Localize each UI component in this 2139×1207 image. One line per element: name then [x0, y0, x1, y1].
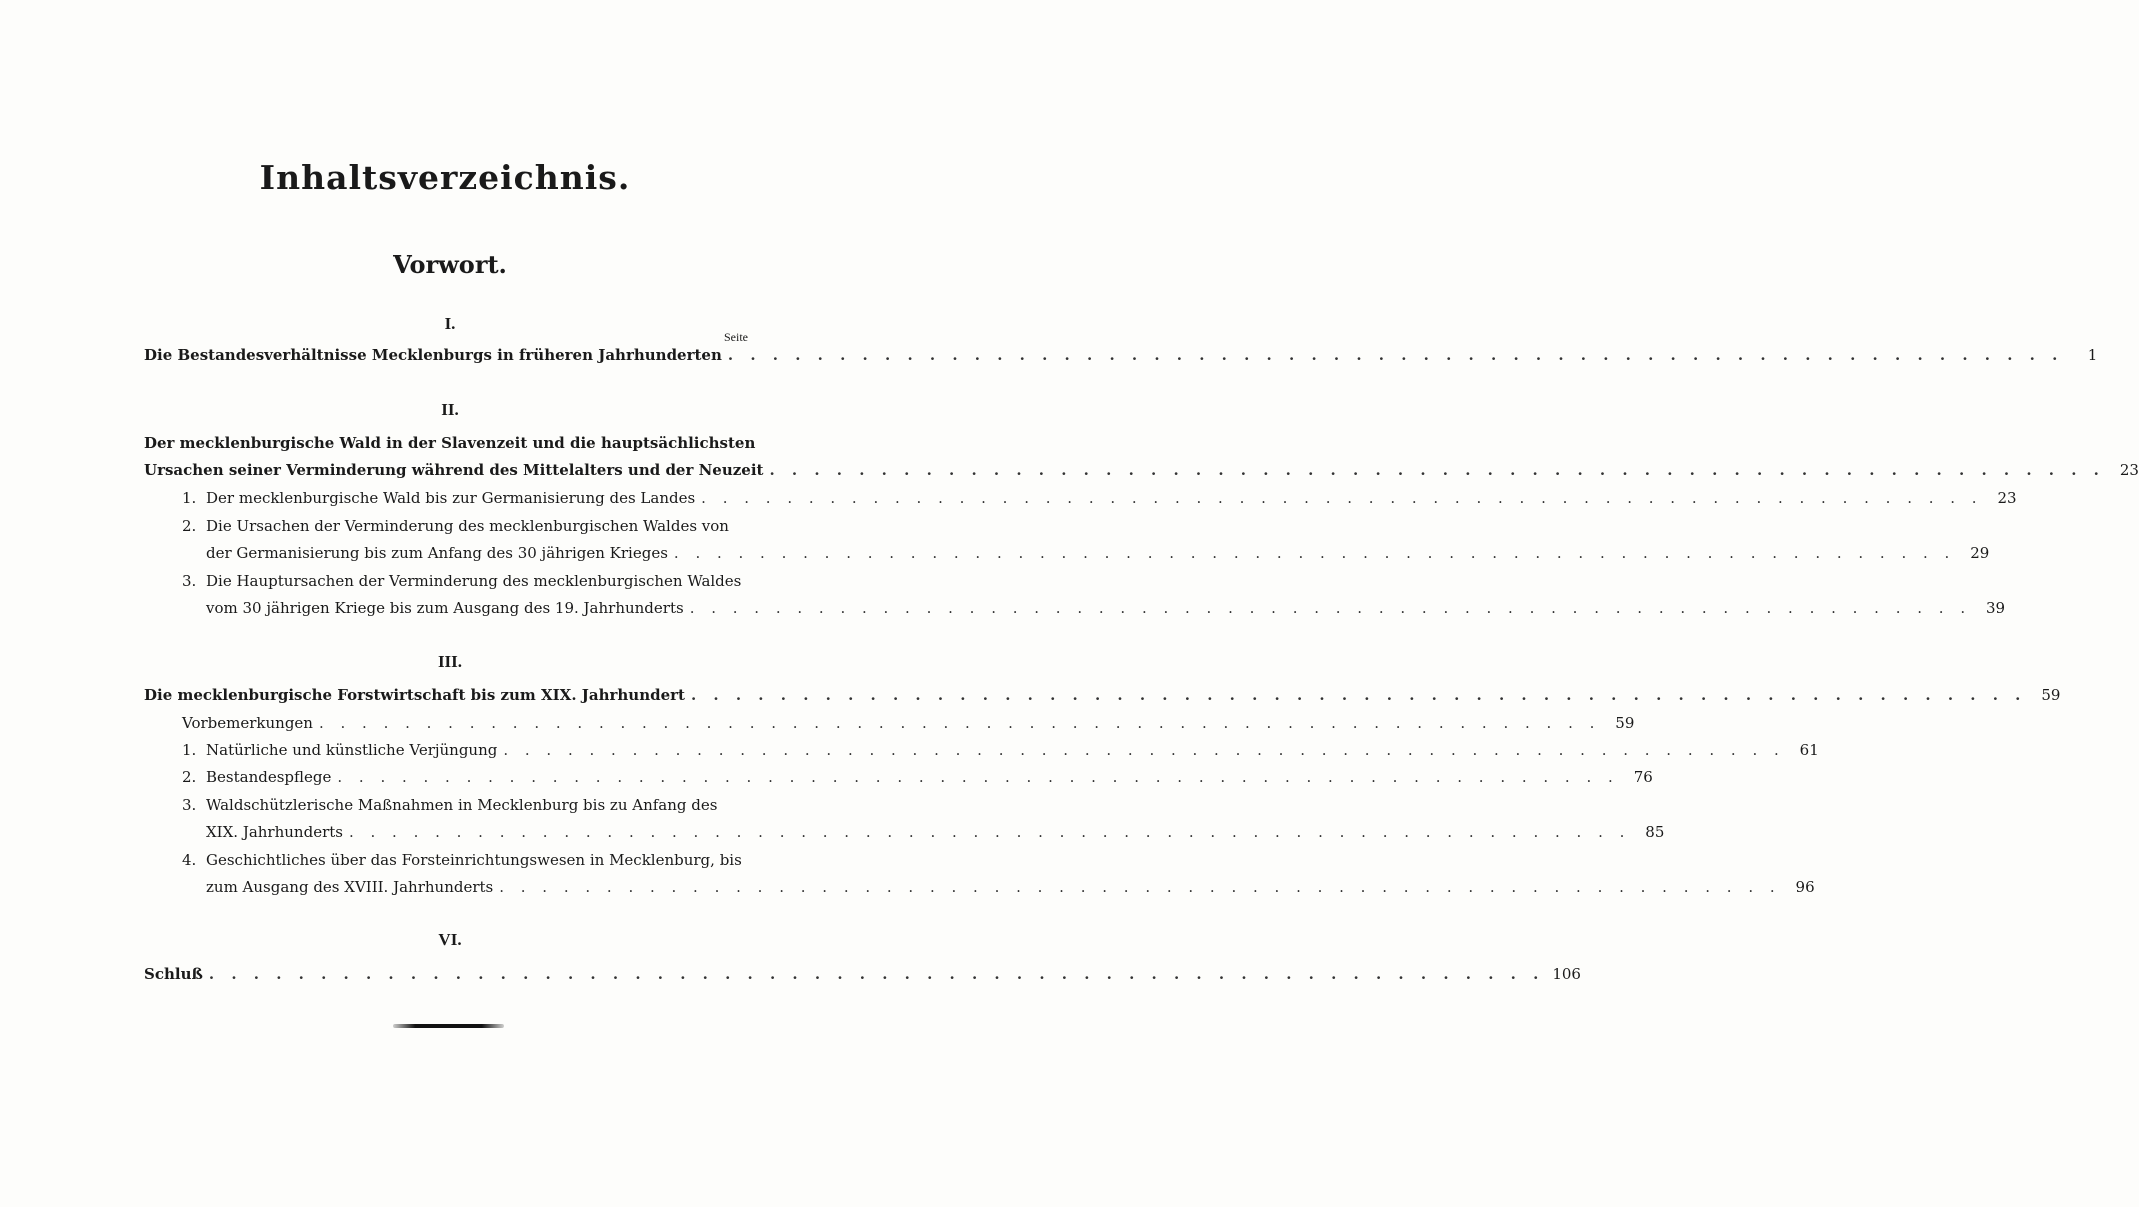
- toc-entry-2-2-line1: [182, 517, 748, 541]
- entry-number: 3.: [182, 572, 197, 590]
- toc-entry-2-1: [182, 489, 2017, 513]
- toc-entry-3-3-line2: [206, 823, 1665, 847]
- leader-dots: [684, 599, 1971, 617]
- entry-text: vom 30 jährigen Kriege bis zum Ausgang des 19. Jahrhunderts: [206, 599, 684, 617]
- entry-number: 4.: [182, 851, 197, 869]
- section-numeral-3: III.: [437, 652, 463, 671]
- entry-text: Vorbemerkungen: [182, 714, 313, 732]
- entry-page: 96: [1795, 878, 1815, 896]
- leader-dots: [695, 489, 1982, 507]
- leader-dots: [313, 714, 1600, 732]
- entry-text: Ursachen seiner Verminderung während des Mittelalters und der Neuzeit: [144, 461, 764, 479]
- entry-page: 59: [1615, 714, 1635, 732]
- entry-page: 23: [2119, 461, 2139, 479]
- entry-text: Die Hauptursachen der Verminderung des mecklenburgischen Waldes: [206, 572, 742, 590]
- toc-entry-section-3: [144, 686, 2061, 710]
- toc-entry-3-4-line2: [206, 878, 1815, 902]
- section-numeral-1: I.: [444, 314, 456, 333]
- entry-text: XIX. Jahrhunderts: [206, 823, 343, 841]
- toc-entry-section-1: [144, 346, 2098, 370]
- toc-entry-2-3-line1: [182, 572, 748, 596]
- entry-number: 2.: [182, 768, 197, 786]
- entry-text: Schluß: [144, 965, 203, 983]
- entry-page: 59: [2041, 686, 2061, 704]
- entry-page: 29: [1970, 544, 1990, 562]
- entry-text: Waldschützlerische Maßnahmen in Mecklenburg bis zu Anfang des: [206, 796, 718, 814]
- toc-entry-section-2-line1: [144, 434, 756, 458]
- toc-entry-2-3-line2: [206, 599, 2006, 623]
- entry-page: 39: [1986, 599, 2006, 617]
- leader-dots: [685, 686, 2026, 704]
- entry-text: Die Bestandesverhältnisse Mecklenburgs in früheren Jahrhunderten: [144, 346, 722, 364]
- toc-entry-3-4-line1: [182, 851, 748, 875]
- toc-entry-conclusion: [144, 965, 1581, 989]
- entry-number: 2.: [182, 517, 197, 535]
- leader-dots: [331, 768, 1618, 786]
- leader-dots: [493, 878, 1780, 896]
- entry-text: Der mecklenburgische Wald in der Slavenzeit und die hauptsächlichsten: [144, 434, 756, 452]
- leader-dots: [497, 741, 1784, 759]
- entry-text: zum Ausgang des XVIII. Jahrhunderts: [206, 878, 494, 896]
- entry-text: Bestandespflege: [206, 768, 332, 786]
- leader-dots: [763, 461, 2104, 479]
- entry-text: Die Ursachen der Verminderung des mecklenburgischen Waldes von: [206, 517, 729, 535]
- preface-heading: Vorwort.: [393, 250, 507, 279]
- leader-dots: [203, 965, 1544, 983]
- entry-text: Die mecklenburgische Forstwirtschaft bis zum XIX. Jahrhundert: [144, 686, 685, 704]
- entry-text: Natürliche und künstliche Verjüngung: [206, 741, 498, 759]
- entry-number: 3.: [182, 796, 197, 814]
- entry-page: 85: [1645, 823, 1665, 841]
- entry-page: 61: [1799, 741, 1819, 759]
- entry-page: 23: [1997, 489, 2017, 507]
- closing-rule: [393, 1024, 504, 1028]
- entry-number: 1.: [182, 489, 197, 507]
- toc-entry-3-2: [182, 768, 1653, 792]
- leader-dots: [343, 823, 1630, 841]
- leader-dots: [722, 346, 2063, 364]
- section-numeral-2: II.: [441, 400, 459, 419]
- entry-text: der Germanisierung bis zum Anfang des 30 jährigen Krieges: [206, 544, 668, 562]
- entry-page: 1: [2087, 346, 2098, 364]
- entry-text: Geschichtliches über das Forsteinrichtungswesen in Mecklenburg, bis: [206, 851, 742, 869]
- toc-entry-section-2-line2: [144, 461, 2139, 485]
- page-column-label: Seite: [724, 330, 748, 344]
- entry-text: Der mecklenburgische Wald bis zur Germanisierung des Landes: [206, 489, 696, 507]
- entry-page: 76: [1633, 768, 1653, 786]
- toc-entry-3-1: [182, 741, 1819, 765]
- entry-number: 1.: [182, 741, 197, 759]
- section-numeral-4: VI.: [438, 930, 462, 949]
- leader-dots: [668, 544, 1955, 562]
- toc-entry-2-2-line2: [206, 544, 1990, 568]
- toc-entry-3-0: [182, 714, 1635, 738]
- toc-entry-3-3-line1: [182, 796, 748, 820]
- page-title: Inhaltsverzeichnis.: [259, 158, 631, 197]
- entry-page: 106: [1552, 965, 1581, 983]
